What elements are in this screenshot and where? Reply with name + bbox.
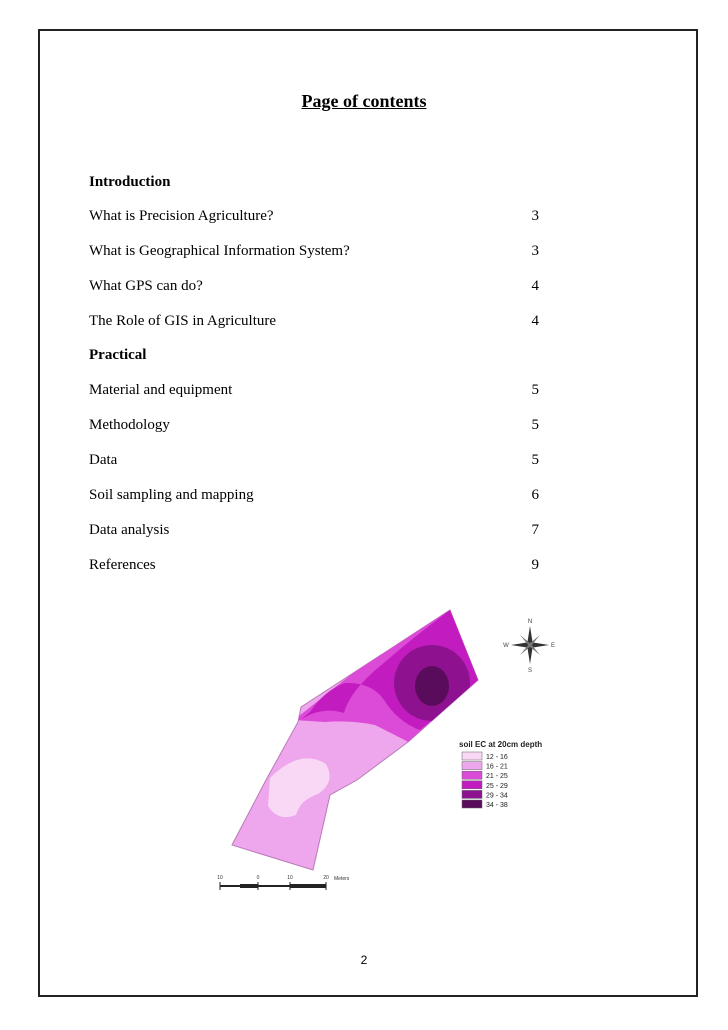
toc-entry[interactable] [89, 520, 539, 540]
toc-entry-label: Soil sampling and mapping [89, 487, 254, 503]
toc-entry-label: Data analysis [89, 522, 170, 538]
toc-entry-label: The Role of GIS in Agriculture [89, 313, 277, 329]
toc-section-introduction [89, 172, 539, 192]
toc-entry-page: 3 [531, 208, 539, 224]
toc-entry-page: 5 [531, 452, 539, 468]
legend-label: 12 - 16 [486, 754, 508, 761]
toc-entry-page: 3 [531, 243, 539, 259]
legend-swatch [462, 771, 482, 779]
scale-label: 20 [323, 875, 329, 881]
legend-swatch [462, 762, 482, 770]
scale-bar [217, 875, 350, 890]
toc-entry-page: 4 [531, 278, 539, 294]
scale-label: 10 [287, 875, 293, 881]
compass-e-label: E [550, 643, 556, 649]
toc-entry-label: What is Geographical Information System? [89, 243, 350, 259]
toc-entry-page: 7 [531, 522, 539, 538]
page-title: Page of contents [301, 91, 427, 111]
toc-entry[interactable] [89, 380, 539, 400]
toc-entry[interactable] [89, 241, 539, 261]
legend-label: 25 - 29 [486, 782, 508, 790]
legend-label: 34 - 38 [486, 802, 508, 809]
scale-label: 10 [217, 875, 223, 881]
legend-label: 16 - 21 [486, 763, 508, 771]
toc-entry-label: References [89, 557, 156, 573]
toc-entry-page: 9 [531, 557, 539, 573]
toc-entry-label: Methodology [89, 417, 170, 433]
toc-entry[interactable] [89, 206, 539, 226]
soil-ec-map [200, 600, 580, 900]
toc-entry-page: 5 [531, 417, 539, 433]
toc-section-heading: Practical [89, 347, 147, 363]
page-number: 2 [360, 953, 368, 967]
compass-rose-icon [503, 619, 555, 674]
toc-entry[interactable] [89, 276, 539, 296]
compass-w-label: W [503, 643, 509, 649]
compass-s-label: S [527, 668, 533, 674]
legend-swatch [462, 752, 482, 760]
map-legend [459, 740, 542, 809]
legend-swatch [462, 800, 482, 808]
scale-unit: Meters [334, 876, 350, 882]
legend-swatch [462, 781, 482, 789]
compass-n-label: N [527, 619, 533, 625]
toc-entry-page: 5 [531, 382, 539, 398]
toc-entry-page: 6 [531, 487, 539, 503]
toc-entry-label: What GPS can do? [89, 278, 203, 294]
toc-entry[interactable] [89, 311, 539, 331]
toc-entry-label: What is Precision Agriculture? [89, 208, 274, 224]
zone-34-38 [415, 666, 449, 706]
toc-entry-label: Data [89, 452, 118, 468]
toc-section-practical [89, 345, 539, 365]
toc-entry[interactable] [89, 450, 539, 470]
toc-section-heading: Introduction [89, 174, 171, 190]
field-zones [232, 600, 500, 870]
toc-entry[interactable] [89, 555, 539, 575]
toc-entry-label: Material and equipment [89, 382, 233, 398]
scale-label: 0 [256, 875, 260, 881]
toc-entry[interactable] [89, 415, 539, 435]
legend-title: soil EC at 20cm depth [459, 740, 543, 749]
toc-entry-page: 4 [531, 313, 539, 329]
legend-swatch [462, 790, 482, 798]
legend-label: 21 - 25 [486, 773, 508, 781]
toc-entry[interactable] [89, 485, 539, 505]
legend-label: 29 - 34 [486, 792, 508, 800]
